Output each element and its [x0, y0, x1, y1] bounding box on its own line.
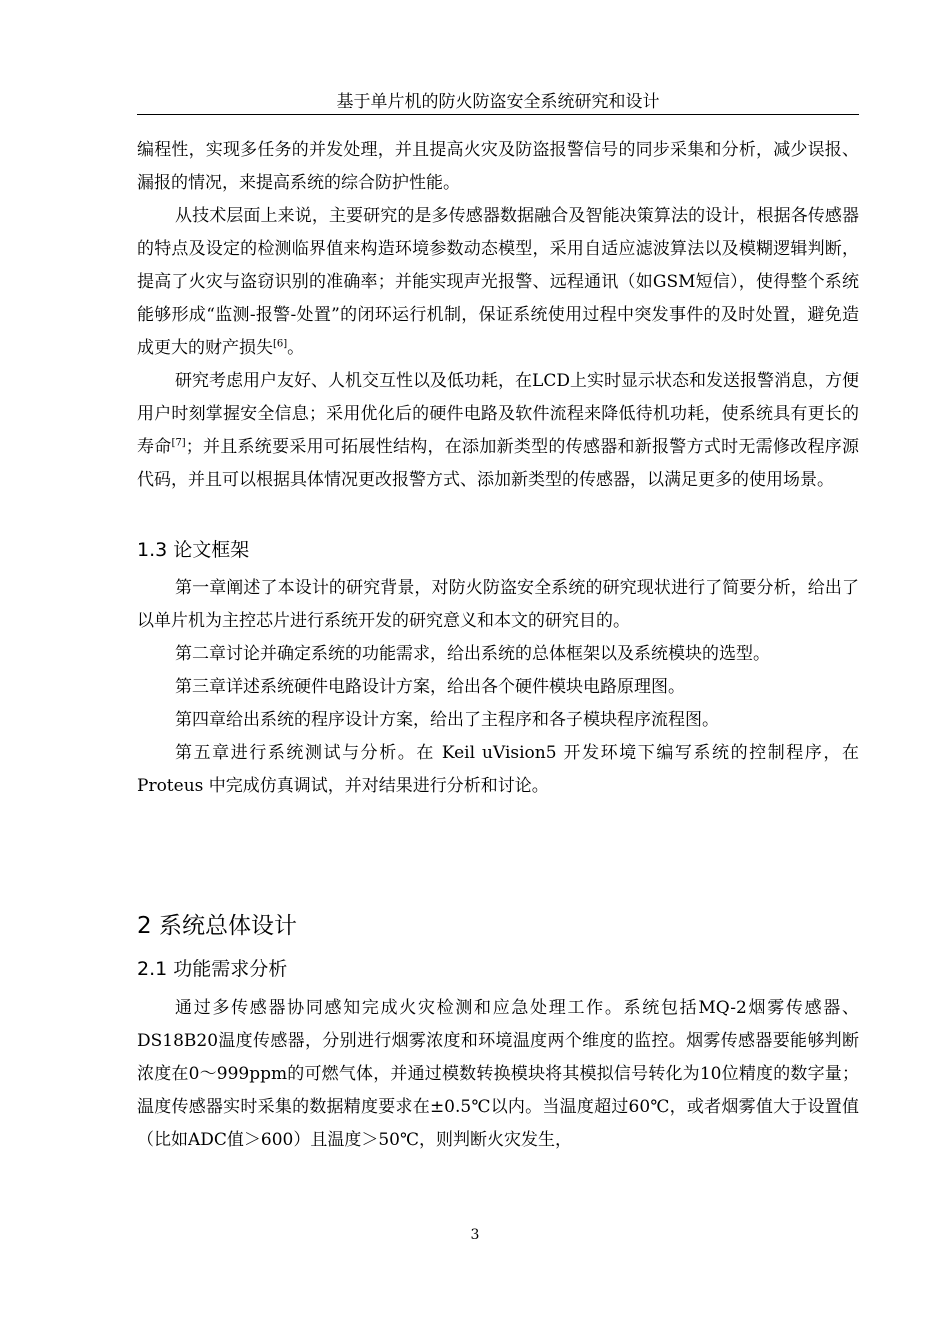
paragraph-text-end: 。 — [287, 338, 305, 358]
chapter-summary-2: 第二章讨论并确定系统的功能需求，给出系统的总体框架以及系统模块的选型。 — [175, 644, 770, 664]
paragraph-text: 研究考虑用户友好、人机交互性以及低功耗，在LCD上实时显示状态和发送报警消息，方便用户时刻掌握安全信息；采用优化后的硬件电路及软件流程来降低待机功耗，使系统具有更长的寿命 — [137, 371, 859, 457]
section-heading-2-1: 2.1 功能需求分析 — [137, 958, 288, 980]
chapter-heading-2: 2 系统总体设计 — [137, 913, 297, 939]
chapter-summary-1: 第一章阐述了本设计的研究背景，对防火防盗安全系统的研究现状进行了简要分析，给出了以单片机为主控芯片进行系统开发的研究意义和本文的研究目的。 — [137, 578, 859, 631]
citation: [6] — [273, 338, 288, 350]
chapter-summary-4: 第四章给出系统的程序设计方案，给出了主程序和各子模块程序流程图。 — [175, 710, 719, 730]
paragraph-usability — [137, 365, 859, 497]
intro-block — [137, 134, 859, 497]
paragraph-technical — [137, 200, 859, 365]
paragraph-continuation: 编程性，实现多任务的并发处理，并且提高火灾及防盗报警信号的同步采集和分析，减少误报、漏报的情况，来提高系统的综合防护性能。 — [137, 140, 859, 193]
section-heading-1-3: 1.3 论文框架 — [137, 539, 250, 561]
running-header: 基于单片机的防火防盗安全系统研究和设计 — [336, 92, 660, 112]
framework-block — [137, 572, 859, 803]
paragraph-text-end: ；并且系统要采用可拓展性结构，在添加新类型的传感器和新报警方式时无需修改程序源代码，并且可以根据具体情况更改报警方式、添加新类型的传感器，以满足更多的使用场景。 — [137, 437, 860, 490]
chapter-summary-3: 第三章详述系统硬件电路设计方案，给出各个硬件模块电路原理图。 — [175, 677, 685, 697]
paragraph-text: 从技术层面上来说，主要研究的是多传感器数据融合及智能决策算法的设计，根据各传感器的特点及设定的检测临界值来构造环境参数动态模型，采用自适应滤波算法以及模糊逻辑判断，提高了火灾与盗窃识别的准确率；并能实现声光报警、远程通讯（如GSM短信），使得整个系统能够形成“监测-报警-处置”的闭环运行机制，保证系统使用过程中突发事件的及时处置，避免造成更大的财产损失 — [137, 206, 859, 358]
chapter-summary-5: 第五章进行系统测试与分析。在 Keil uVision5 开发环境下编写系统的控制程序，在 Proteus 中完成仿真调试，并对结果进行分析和讨论。 — [137, 743, 859, 796]
paragraph-requirements: 通过多传感器协同感知完成火灾检测和应急处理工作。系统包括MQ-2烟雾传感器、DS18B20温度传感器，分别进行烟雾浓度和环境温度两个维度的监控。烟雾传感器要能够判断浓度在0～999ppm的可燃气体，并通过模数转换模块将其模拟信号转化为10位精度的数字量；温度传感器实时采集的数据精度要求在±0.5℃以内。当温度超过60℃，或者烟雾值大于设置值（比如ADC值＞600）且温度＞50℃，则判断火灾发生， — [137, 998, 859, 1150]
header-rule — [137, 114, 859, 115]
citation: [7] — [171, 437, 186, 449]
page-number: 3 — [470, 1227, 480, 1243]
requirements-block — [137, 992, 859, 1157]
